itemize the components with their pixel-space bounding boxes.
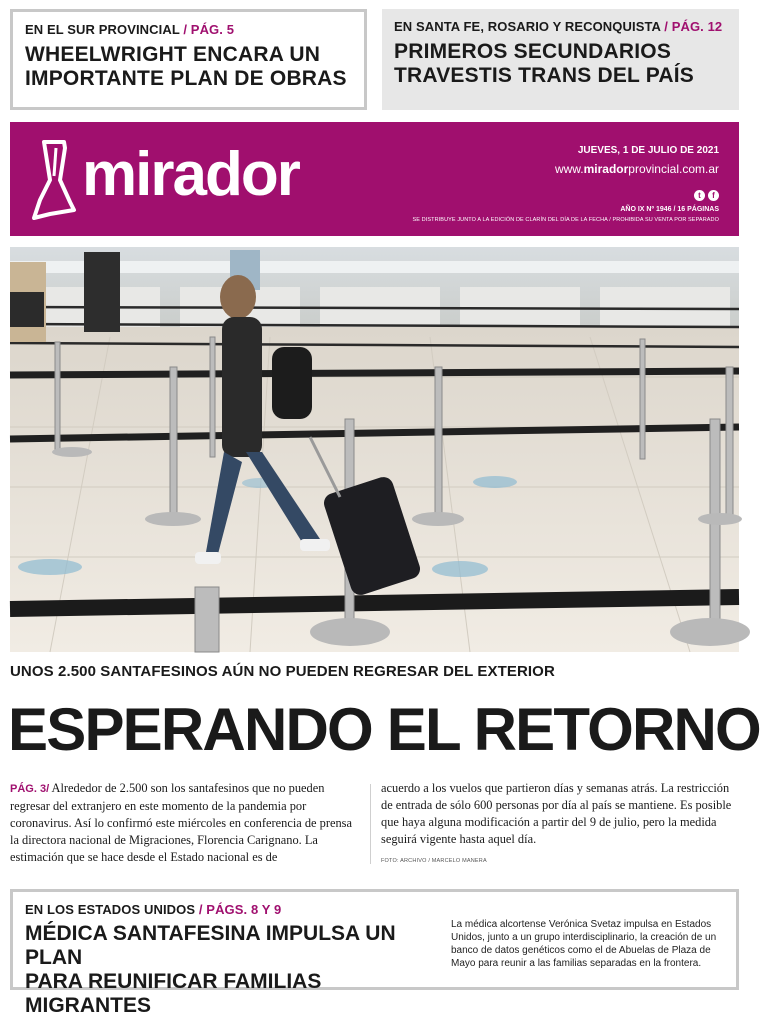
page-reference: PÁGS. 8 Y 9 (206, 902, 282, 917)
story-text-1: Alrededor de 2.500 son los santafesinos que no pueden regresar del extranjero en este momento de la pandemia por coronavirus. Así lo confirmó este miércoles en conferencia de prensa la directora nacional de Migraciones, Florencia Carignano. La estimación que se hace desde el Estado nacional es de (10, 781, 352, 864)
newspaper-logo[interactable]: mirador (82, 140, 299, 209)
facebook-icon[interactable]: f (708, 190, 719, 201)
edition-date: JUEVES, 1 DE JULIO DE 2021 (577, 145, 719, 156)
bottom-story[interactable] (10, 889, 739, 1017)
teaser-kicker: EN EL SUR PROVINCIAL / PÁG. 5 (25, 22, 235, 37)
masthead (10, 122, 739, 236)
page-reference: PÁG. 12 (671, 19, 723, 34)
website-url[interactable]: www.miradorprovincial.com.ar (554, 162, 719, 176)
page-reference: PÁG. 5 (190, 22, 235, 37)
bottom-blurb: La médica alcortense Verónica Svetaz impulsa en Estados Unidos, junto a un grupo interdisciplinario, la creación de un banco de datos genéticos como el de Abuelas de Plaza de Mayo para reunir a las familias separadas en la frontera. (451, 919, 717, 969)
main-photo (10, 247, 739, 652)
photo-credit: FOTO: ARCHIVO / MARCELO MANERA (381, 858, 487, 864)
teaser-santa-fe[interactable] (382, 9, 739, 110)
airport-scene (10, 247, 739, 652)
column-divider (370, 784, 371, 864)
teaser-title: PRIMEROS SECUNDARIOS TRAVESTIS TRANS DEL PAÍS (394, 40, 694, 87)
page-reference[interactable]: PÁG. 3/ (10, 783, 50, 795)
story-kicker: UNOS 2.500 SANTAFESINOS AÚN NO PUEDEN REGRESAR DEL EXTERIOR (10, 663, 555, 680)
teaser-title: WHEELWRIGHT ENCARA UN IMPORTANTE PLAN DE OBRAS (25, 43, 347, 90)
bottom-title: MÉDICA SANTAFESINA IMPULSA UN PLAN PARA REUNIFICAR FAMILIAS MIGRANTES (25, 922, 396, 1017)
distribution-note: SE DISTRIBUYE JUNTO A LA EDICIÓN DE CLARÍN DEL DÍA DE LA FECHA / PROHIBIDA SU VENTA POR SEPARADO (412, 217, 719, 223)
story-text-2: acuerdo a los vuelos que partieron días y semanas atrás. La restricción de entrada de sólo 600 personas por día al país se mantiene. Es posible que haya alguna modificación a partir del 9 de julio, pero la medida seguirá vigente hasta aquel día. (381, 781, 732, 846)
issue-number: AÑO IX Nº 1946 / 16 PÁGINAS (620, 206, 719, 213)
story-column-2 (381, 780, 739, 848)
twitter-icon[interactable]: t (694, 190, 705, 201)
teaser-sur-provincial[interactable] (10, 9, 367, 110)
story-column-1 (10, 780, 362, 866)
social-icons (694, 190, 719, 201)
boot-logo-icon (30, 140, 76, 220)
main-headline[interactable]: ESPERANDO EL RETORNO (8, 696, 760, 763)
bottom-kicker: EN LOS ESTADOS UNIDOS / PÁGS. 8 Y 9 (25, 902, 282, 917)
teaser-kicker: EN SANTA FE, ROSARIO Y RECONQUISTA / PÁG. 12 (394, 19, 723, 34)
